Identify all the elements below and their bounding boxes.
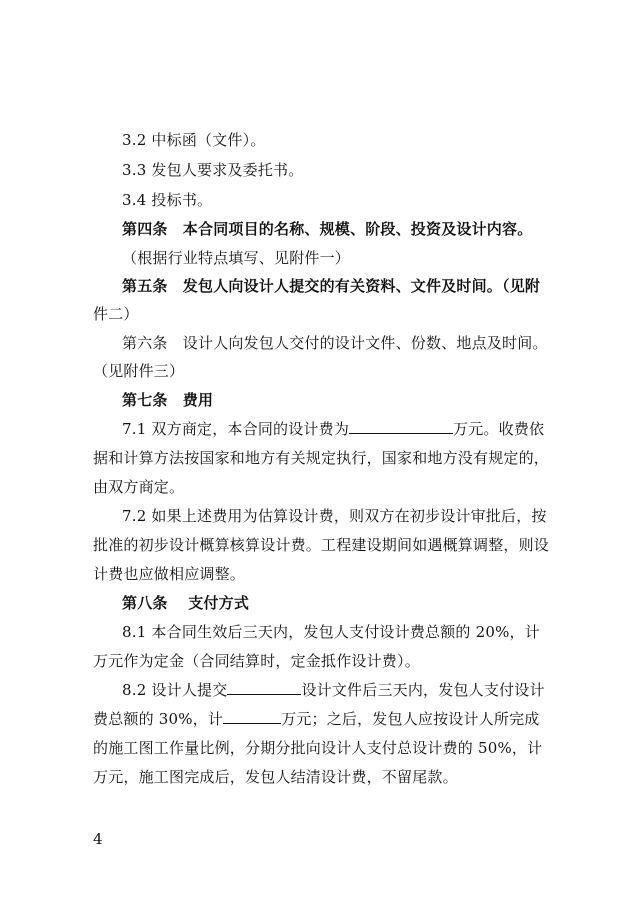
- clause-8-2-line-2-prefix: 费总额的 30%，计: [93, 710, 224, 728]
- page-number: 4: [93, 830, 103, 848]
- article-5-text: 第五条 发包人向设计人提交的有关资料、文件及时间。（见附: [122, 277, 541, 295]
- clause-7-2-line-3: 计费也应做相应调整。: [93, 565, 246, 583]
- article-7-heading: 第七条 费用: [122, 391, 214, 409]
- clause-7-1-line-3: 由双方商定。: [93, 478, 185, 496]
- payment-amount-blank[interactable]: [223, 709, 281, 724]
- clause-8-2-line-1: [122, 680, 545, 700]
- clause-7-1-line-2: 据和计算方法按国家和地方有关规定执行，国家和地方没有规定的，: [93, 449, 550, 467]
- article-4-heading: 第四条 本合同项目的名称、规模、阶段、投资及设计内容。: [122, 220, 533, 238]
- article-5-line-1: [122, 276, 540, 296]
- clause-3-2: 3.2 中标函（文件）。: [122, 131, 266, 149]
- clause-7-2-line-2: 批准的初步设计概算核算设计费。工程建设期间如遇概算调整，则设: [93, 536, 550, 554]
- article-6-line-2: （见附件三）: [93, 362, 185, 380]
- clause-3-3: 3.3 发包人要求及委托书。: [122, 161, 304, 179]
- clause-8-2-line-4: 万元，施工图完成后，发包人结清设计费，不留尾款。: [93, 768, 458, 786]
- clause-8-1-line-2: 万元作为定金（合同结算时，定金抵作设计费）。: [93, 652, 420, 670]
- clause-8-2-line-2-suffix: 万元；之后，发包人应按设计人所完成: [281, 710, 540, 728]
- clause-7-1-line-1: [122, 419, 544, 439]
- clause-8-1-line-1: 8.1 本合同生效后三天内，发包人支付设计费总额的 20%，计: [122, 623, 540, 641]
- clause-8-2-line-2: [93, 709, 540, 729]
- clause-7-2-line-1: 7.2 如果上述费用为估算设计费，则双方在初步设计审批后，按: [122, 507, 547, 525]
- clause-8-2-prefix: 8.2 设计人提交: [122, 681, 228, 699]
- design-document-blank[interactable]: [227, 680, 301, 695]
- article-6-line-1: 第六条 设计人向发包人交付的设计文件、份数、地点及时间。: [122, 334, 548, 352]
- clause-7-1-prefix: 7.1 双方商定，本合同的设计费为: [122, 420, 350, 438]
- article-5-line-2: 件二）: [93, 305, 139, 323]
- article-8-heading: 第八条 支付方式: [122, 594, 250, 612]
- clause-3-4: 3.4 投标书。: [122, 191, 213, 209]
- clause-7-1-suffix: 万元。收费依: [453, 420, 545, 438]
- clause-8-2-line-3: 的施工图工作量比例，分期分批向设计人支付总设计费的 50%，计: [93, 739, 543, 757]
- clause-8-2-suffix: 设计文件后三天内，发包人支付设计: [301, 681, 545, 699]
- article-4-note: （根据行业特点填写、见附件一）: [122, 249, 351, 267]
- design-fee-blank[interactable]: [349, 419, 453, 434]
